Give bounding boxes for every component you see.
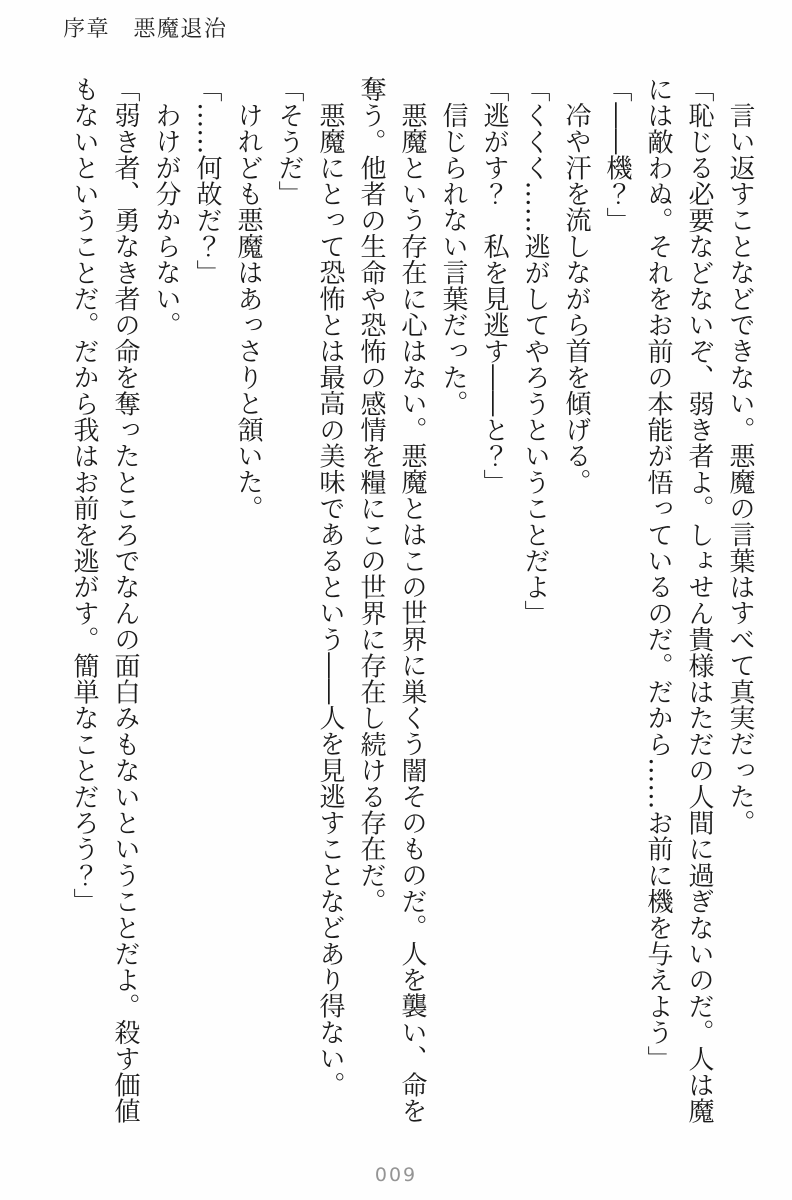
body-text: [63, 76, 760, 1128]
paragraph: 悪魔という存在に心はない。悪魔とはこの世界に巣くう闇そのものだ。人を襲い、命を奪う。他者の生命や恐怖の感情を糧にこの世界に存在し続ける存在だ。: [356, 76, 427, 1124]
paragraph: 「逃がす？ 私を見逃す――と？」: [479, 76, 509, 496]
paragraph: わけが分からない。: [151, 102, 181, 338]
paragraph: 悪魔にとって恐怖とは最高の美味であるという――人を見逃すことなどあり得ない。: [315, 102, 345, 1098]
page-number: 009: [374, 1164, 418, 1186]
paragraph: 「弱き者、勇なき者の命を奪ったところでなんの面白みもないということだよ。殺す価値もないということだ。だから我はお前を逃がす。簡単なことだろう？」: [69, 76, 140, 1124]
paragraph: 「恥じる必要などないぞ、弱き者よ。しょせん貴様はただの人間に過ぎないのだ。人は魔には敵わぬ。それをお前の本能が悟っているのだ。だから……お前に機を与えよう」: [643, 76, 714, 1124]
paragraph: 「――機？」: [602, 76, 632, 234]
paragraph: 「……何故だ？」: [192, 76, 222, 286]
paragraph: 言い返すことなどできない。悪魔の言葉はすべて真実だった。: [725, 102, 755, 836]
chapter-header: 序章 悪魔退治: [63, 17, 228, 42]
paragraph: 冷や汗を流しながら首を傾げる。: [561, 102, 591, 495]
paragraph: けれども悪魔はあっさりと頷いた。: [233, 102, 263, 522]
paragraph: 「くくく……逃がしてやろうということだよ」: [520, 76, 550, 627]
paragraph: 「そうだ」: [274, 76, 304, 207]
paragraph: 信じられない言葉だった。: [438, 102, 468, 417]
